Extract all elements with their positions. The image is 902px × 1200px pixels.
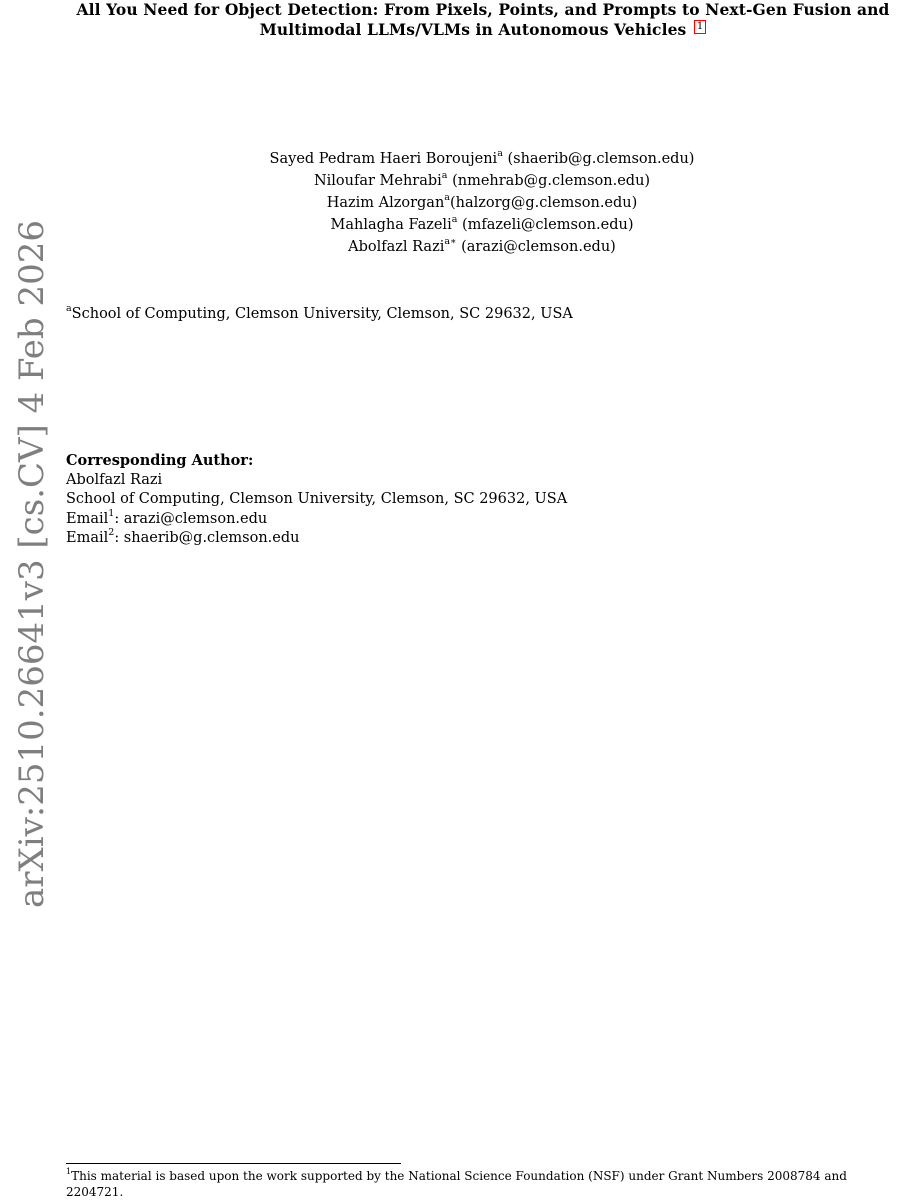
corresponding-author-name: Abolfazl Razi — [66, 471, 163, 488]
affiliation — [66, 304, 573, 324]
footnote-divider — [66, 1163, 401, 1164]
title-footnote-link[interactable]: 1 — [694, 20, 706, 34]
author-email: (shaerib@g.clemson.edu) — [502, 151, 695, 167]
author-email: (mfazeli@clemson.edu) — [457, 217, 634, 233]
title-line-2 — [60, 20, 902, 40]
email-label: Email — [66, 530, 109, 546]
title-line-2-text: Multimodal LLMs/VLMs in Autonomous Vehicles — [259, 20, 687, 39]
email-mark: 2 — [108, 527, 115, 539]
author-affiliation-mark: a — [497, 148, 503, 160]
email-mark: 1 — [108, 507, 115, 519]
corresponding-email-1 — [66, 507, 567, 530]
author-entry — [262, 148, 702, 170]
corresponding-author-heading: Corresponding Author: — [66, 452, 254, 469]
email-label: Email — [66, 510, 109, 527]
email-value: : shaerib@g.clemson.edu — [114, 530, 300, 546]
author-name: Niloufar Mehrabi — [313, 173, 442, 189]
author-name: Sayed Pedram Haeri Boroujeni — [269, 151, 498, 167]
author-list — [262, 148, 702, 258]
email-value: : arazi@clemson.edu — [114, 510, 268, 527]
author-entry — [262, 214, 702, 236]
corresponding-author-block — [66, 451, 567, 549]
paper-title — [60, 0, 902, 40]
affiliation-mark: a — [66, 303, 72, 315]
footnote-mark: 1 — [66, 1167, 72, 1176]
footnote — [66, 1168, 902, 1200]
author-email: (halzorg@g.clemson.edu) — [449, 195, 638, 211]
footnote-text: This material is based upon the work supported by the National Science Foundation (NSF) under Grant Numbers 2008784 and 2204721. — [66, 1169, 847, 1199]
author-affiliation-mark: a — [441, 170, 448, 182]
author-entry — [262, 170, 702, 192]
author-affiliation-mark: a — [444, 192, 450, 204]
title-line-1: All You Need for Object Detection: From Pixels, Points, and Prompts to Next-Gen Fusion and — [76, 0, 890, 19]
author-entry — [262, 192, 702, 214]
author-affiliation-mark: a — [451, 214, 458, 226]
corresponding-email-2 — [66, 529, 567, 549]
arxiv-identifier-stamp: arXiv:2510.26641v3 [cs.CV] 4 Feb 2026 — [12, 219, 52, 909]
affiliation-text: School of Computing, Clemson University, Clemson, SC 29632, USA — [71, 306, 573, 322]
author-name: Hazim Alzorgan — [326, 195, 445, 211]
author-email: (arazi@clemson.edu) — [456, 239, 616, 255]
author-entry — [262, 236, 702, 258]
author-name: Abolfazl Razi — [348, 239, 445, 255]
corresponding-author-address: School of Computing, Clemson University, Clemson, SC 29632, USA — [66, 491, 568, 507]
author-affiliation-mark: a∗ — [444, 236, 457, 248]
author-name: Mahlagha Fazeli — [330, 217, 452, 233]
author-email: (nmehrab@g.clemson.edu) — [447, 173, 651, 189]
